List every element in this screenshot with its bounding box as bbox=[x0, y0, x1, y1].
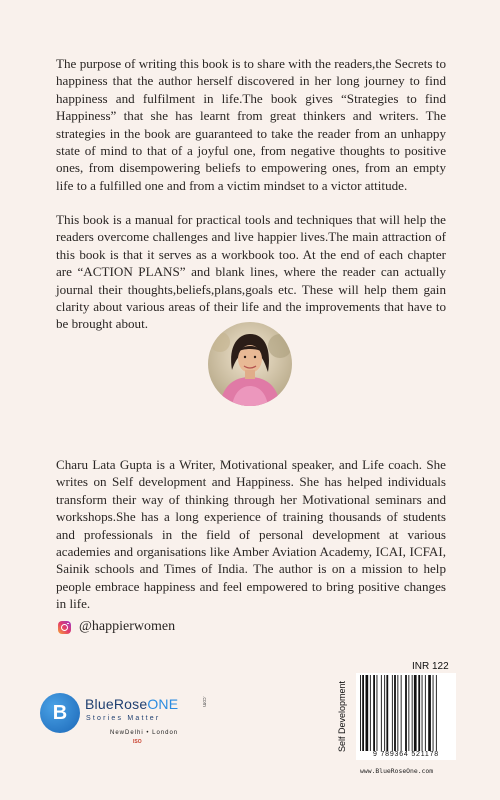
publisher-dotcom: .com bbox=[201, 696, 207, 707]
logo-letter: B bbox=[52, 701, 68, 724]
barcode-bar bbox=[408, 675, 409, 751]
instagram-icon bbox=[58, 621, 71, 634]
barcode-bar bbox=[373, 675, 375, 751]
publisher-mark: ISO bbox=[133, 739, 142, 745]
barcode-bar bbox=[360, 675, 361, 751]
barcode-bar bbox=[384, 675, 385, 751]
barcode-bar bbox=[433, 675, 434, 751]
barcode-bar bbox=[377, 675, 378, 751]
social-handle-row bbox=[58, 619, 175, 635]
barcode-bar bbox=[436, 675, 437, 751]
publisher-cities: NewDelhi • London bbox=[110, 730, 179, 736]
barcode-bar bbox=[405, 675, 407, 751]
barcode-bar bbox=[394, 675, 396, 751]
author-photo bbox=[208, 322, 292, 406]
barcode-bar bbox=[397, 675, 398, 751]
barcode-bar bbox=[386, 675, 388, 751]
isbn-barcode bbox=[356, 673, 456, 760]
publisher-name-accent: ONE bbox=[147, 696, 179, 712]
price-label: INR 122 bbox=[412, 661, 449, 672]
barcode-bar bbox=[425, 675, 426, 751]
bluerose-logo-icon bbox=[40, 693, 80, 733]
publisher-name-main: BlueRose bbox=[85, 696, 148, 712]
barcode-bar bbox=[412, 675, 413, 751]
isbn-digits: 9 789364 521178 bbox=[373, 751, 439, 758]
publisher-logo bbox=[40, 688, 250, 758]
barcode-bars bbox=[359, 675, 453, 751]
barcode-bar bbox=[401, 675, 402, 751]
publisher-website: www.BlueRoseOne.com bbox=[360, 767, 434, 775]
category-label: Self Development bbox=[337, 680, 347, 752]
barcode-bar bbox=[428, 675, 431, 751]
barcode-bar bbox=[422, 675, 423, 751]
barcode-bar bbox=[418, 675, 420, 751]
barcode-bar bbox=[414, 675, 417, 751]
publisher-tagline: Stories Matter bbox=[86, 715, 161, 722]
barcode-bar bbox=[381, 675, 382, 751]
description-paragraph-2: This book is a manual for practical tools and techniques that will help the readers overcome challenges and live happier lives.The main attraction of this book is that it serves as a workbook too. At the end of each chapter are “ACTION PLANS” and blank lines, where the reader can actually journal their thoughts,beliefs,plans,goals etc. These will help them gain clarity about various areas of their life and the improvements that have to be brought about. bbox=[56, 212, 446, 332]
barcode-bar bbox=[392, 675, 393, 751]
description-paragraph-1: The purpose of writing this book is to share with the readers,the Secrets to happiness that the author herself discovered in her long journey to find happiness and fulfilment in life.The book gives “Strategies to find Happiness” that she has learnt from great thinkers and writers. The strategies in the book are guaranteed to take the reader from an unhappy state of mind to that of a joyful one, from negative thoughts to positive ones, from disempowering beliefs to empowering ones, from an empty life to a fulfilled one and from a victim mindset to a victor attitude. bbox=[56, 56, 446, 193]
author-bio: Charu Lata Gupta is a Writer, Motivational speaker, and Life coach. She writes on Self development and Happiness. She has helped individuals transform their way of thinking through her Motivational seminars and workshops.She has a long experience of training thousands of students and professionals in the field of personal development at various academies and organisations like Amber Aviation Academy, ICAI, ICFAI, Sainik schools and Times of India. The author is on a mission to help people embrace happiness and feel empowered to bring positive changes in life. bbox=[56, 457, 446, 612]
barcode-bar bbox=[366, 675, 369, 751]
barcode-bar bbox=[362, 675, 364, 751]
barcode-bar bbox=[370, 675, 371, 751]
instagram-handle: @happierwomen bbox=[79, 619, 176, 634]
publisher-name bbox=[85, 696, 178, 712]
